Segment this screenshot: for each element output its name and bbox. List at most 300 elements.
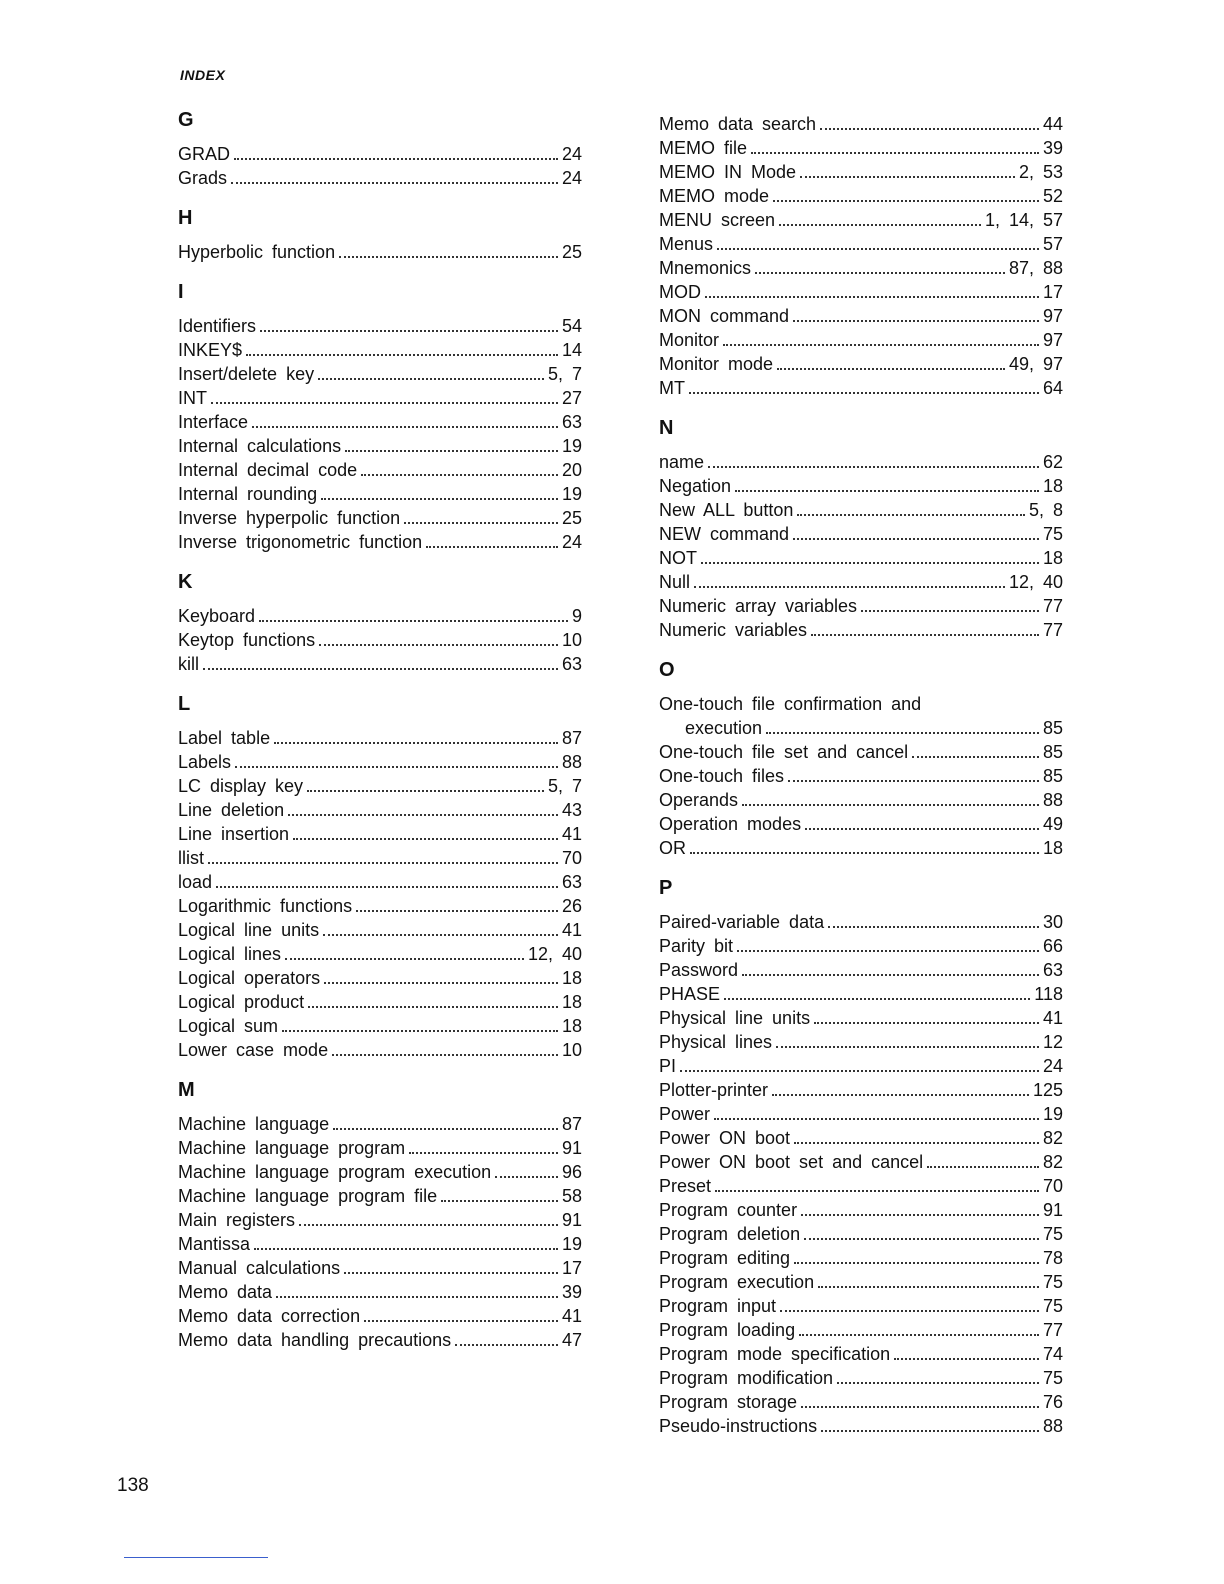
entry-page: 74: [1042, 1344, 1063, 1364]
entry-page: 75: [1042, 1296, 1063, 1316]
dot-leader: [820, 128, 1039, 130]
entry-page: 17: [1042, 282, 1063, 302]
entry-term: Machine language program execution: [178, 1162, 492, 1182]
index-entry: [178, 774, 582, 798]
dot-leader: [404, 522, 558, 524]
entry-page: 26: [561, 896, 582, 916]
dot-leader: [818, 1286, 1039, 1288]
entry-term: Power ON boot: [659, 1128, 791, 1148]
entry-page: 27: [561, 388, 582, 408]
index-entry: [659, 618, 1063, 642]
entry-term: Memo data: [178, 1282, 273, 1302]
entry-term: MEMO file: [659, 138, 748, 158]
entry-term: MEMO mode: [659, 186, 770, 206]
index-entry: [659, 1390, 1063, 1414]
dot-leader: [299, 1224, 558, 1226]
entry-page: 17: [561, 1258, 582, 1278]
index-entry: [659, 1006, 1063, 1030]
entry-page: 57: [1042, 234, 1063, 254]
entry-page: 30: [1042, 912, 1063, 932]
entry-page: 75: [1042, 1368, 1063, 1388]
dot-leader: [409, 1152, 558, 1154]
entry-term: OR: [659, 838, 686, 858]
entry-term: Manual calculations: [178, 1258, 341, 1278]
dot-leader: [805, 828, 1039, 830]
dot-leader: [777, 368, 1005, 370]
dot-leader: [717, 248, 1039, 250]
dot-leader: [927, 1166, 1039, 1168]
entry-page: 85: [1042, 718, 1063, 738]
index-entry: [178, 990, 582, 1014]
entry-page: 20: [561, 460, 582, 480]
section-letter: H: [178, 207, 193, 229]
entry-page: 63: [561, 872, 582, 892]
index-entry: [659, 450, 1063, 474]
index-entry: [178, 1280, 582, 1304]
index-entry: [178, 628, 582, 652]
entry-term: INKEY$: [178, 340, 243, 360]
dot-leader: [701, 562, 1039, 564]
entry-term: Hyperbolic function: [178, 242, 336, 262]
entry-term: Preset: [659, 1176, 712, 1196]
entry-term: Numeric variables: [659, 620, 808, 640]
entry-term: Paired-variable data: [659, 912, 825, 932]
entry-page: 24: [1042, 1056, 1063, 1076]
index-section: [178, 108, 582, 190]
index-entry: [659, 1366, 1063, 1390]
entry-term: Internal calculations: [178, 436, 342, 456]
entry-page: 41: [561, 920, 582, 940]
entry-page: 118: [1034, 984, 1063, 1004]
dot-leader: [894, 1358, 1039, 1360]
index-entry: [178, 434, 582, 458]
entry-term: One-touch file set and cancel: [659, 742, 909, 762]
entry-page: 18: [561, 992, 582, 1012]
index-entry: [178, 142, 582, 166]
entry-term: Machine language: [178, 1114, 330, 1134]
index-entry: [178, 1014, 582, 1038]
entry-term: MOD: [659, 282, 701, 302]
index-section: [178, 692, 582, 1062]
dot-leader: [307, 790, 544, 792]
entry-term: MENU screen: [659, 210, 776, 230]
index-entry: [659, 1414, 1063, 1438]
index-entry: [659, 208, 1063, 232]
entry-term: One-touch files: [659, 766, 785, 786]
index-entry: [659, 136, 1063, 160]
dot-leader: [321, 498, 558, 500]
entry-page: 41: [1042, 1008, 1063, 1028]
index-entry: [178, 604, 582, 628]
entry-page: 12: [1042, 1032, 1063, 1052]
entry-term: Logical lines: [178, 944, 282, 964]
entry-page: 49, 97: [1008, 354, 1063, 374]
index-entry: [178, 942, 582, 966]
dot-leader: [319, 644, 558, 646]
entry-page: 10: [561, 1040, 582, 1060]
dot-leader: [794, 1142, 1039, 1144]
entry-term: Logical sum: [178, 1016, 279, 1036]
entry-page: 76: [1042, 1392, 1063, 1412]
index-entry: [178, 166, 582, 190]
dot-leader: [742, 974, 1039, 976]
index-entry: [659, 352, 1063, 376]
index-entry: [659, 1318, 1063, 1342]
entry-term: Program editing: [659, 1248, 791, 1268]
entry-page: 41: [561, 1306, 582, 1326]
index-entry: [659, 764, 1063, 788]
dot-leader: [800, 176, 1015, 178]
entry-term: MT: [659, 378, 685, 398]
index-entry: [659, 232, 1063, 256]
index-entry: [659, 546, 1063, 570]
index-entry: [659, 692, 1063, 716]
dot-leader: [234, 158, 558, 160]
entry-term: NEW command: [659, 524, 790, 544]
entry-page: 1, 14, 57: [984, 210, 1063, 230]
dot-leader: [742, 804, 1039, 806]
dot-leader: [751, 152, 1039, 154]
dot-leader: [780, 1310, 1039, 1312]
entry-page: 24: [561, 532, 582, 552]
index-entry: [178, 894, 582, 918]
index-entry: [178, 1232, 582, 1256]
entry-page: 54: [561, 316, 582, 336]
entry-page: 39: [1042, 138, 1063, 158]
index-entry: [178, 846, 582, 870]
entry-page: 77: [1042, 1320, 1063, 1340]
entry-term: Internal rounding: [178, 484, 318, 504]
entry-term: kill: [178, 654, 199, 674]
dot-leader: [814, 1022, 1039, 1024]
entry-page: 52: [1042, 186, 1063, 206]
entry-term: Logical operators: [178, 968, 321, 988]
dot-leader: [308, 1006, 558, 1008]
index-entry: [659, 594, 1063, 618]
dot-leader: [797, 514, 1025, 516]
dot-leader: [779, 224, 981, 226]
dot-leader: [324, 982, 558, 984]
dot-leader: [426, 546, 558, 548]
index-entry: [178, 1256, 582, 1280]
index-section: [659, 416, 1063, 642]
dot-leader: [208, 862, 558, 864]
entry-page: 18: [1042, 838, 1063, 858]
dot-leader: [794, 1262, 1039, 1264]
dot-leader: [323, 934, 558, 936]
entry-term: Insert/delete key: [178, 364, 315, 384]
dot-leader: [861, 610, 1039, 612]
index-entry: [659, 788, 1063, 812]
entry-term: name: [659, 452, 705, 472]
entry-term: Logarithmic functions: [178, 896, 353, 916]
entry-term: Negation: [659, 476, 732, 496]
dot-leader: [690, 852, 1039, 854]
index-entry: [178, 822, 582, 846]
dot-leader: [788, 780, 1039, 782]
entry-term: New ALL button: [659, 500, 794, 520]
section-letter: P: [659, 877, 673, 899]
dot-leader: [455, 1344, 558, 1346]
entry-page: 5, 7: [547, 364, 582, 384]
entry-term: Program mode specification: [659, 1344, 891, 1364]
dot-leader: [288, 814, 558, 816]
dot-leader: [705, 296, 1039, 298]
dot-leader: [344, 1272, 558, 1274]
entry-term: Main registers: [178, 1210, 296, 1230]
dot-leader: [285, 958, 524, 960]
index-entry: [659, 1246, 1063, 1270]
entry-page: 91: [1042, 1200, 1063, 1220]
section-letter: O: [659, 659, 675, 681]
entry-term: Inverse hyperpolic function: [178, 508, 401, 528]
entry-page: 88: [1042, 790, 1063, 810]
index-entry: [659, 1054, 1063, 1078]
index-entry: [178, 240, 582, 264]
section-letter: K: [178, 571, 193, 593]
entry-page: 25: [561, 242, 582, 262]
entry-page: 77: [1042, 596, 1063, 616]
entry-page: 5, 7: [547, 776, 582, 796]
index-entry: [659, 376, 1063, 400]
entry-page: 82: [1042, 1128, 1063, 1148]
dot-leader: [276, 1296, 558, 1298]
entry-term: Program deletion: [659, 1224, 801, 1244]
entry-page: 63: [561, 654, 582, 674]
index-entry: [659, 836, 1063, 860]
index-header: INDEX: [180, 67, 226, 83]
index-entry: [659, 1294, 1063, 1318]
dot-leader: [715, 1190, 1039, 1192]
index-entry: [178, 482, 582, 506]
dot-leader: [801, 1214, 1039, 1216]
dot-leader: [293, 838, 558, 840]
dot-leader: [231, 182, 558, 184]
dot-leader: [495, 1176, 558, 1178]
index-entry: [659, 570, 1063, 594]
page-number: 138: [117, 1475, 149, 1496]
dot-leader: [339, 256, 558, 258]
entry-term: Lower case mode: [178, 1040, 329, 1060]
entry-term: Keytop functions: [178, 630, 316, 650]
index-column-right: [659, 112, 1063, 1454]
entry-page: 87, 88: [1008, 258, 1063, 278]
index-entry: [178, 1208, 582, 1232]
entry-term: Power: [659, 1104, 711, 1124]
dot-leader: [332, 1054, 558, 1056]
dot-leader: [723, 344, 1039, 346]
entry-page: 9: [571, 606, 582, 626]
entry-term: Physical lines: [659, 1032, 773, 1052]
index-entry: [659, 160, 1063, 184]
dot-leader: [773, 200, 1039, 202]
entry-term: GRAD: [178, 144, 231, 164]
index-section: [659, 876, 1063, 1438]
index-entry: [659, 934, 1063, 958]
index-entry: [659, 184, 1063, 208]
entry-page: 75: [1042, 1224, 1063, 1244]
entry-term: PI: [659, 1056, 677, 1076]
dot-leader: [235, 766, 558, 768]
entry-page: 62: [1042, 452, 1063, 472]
dot-leader: [755, 272, 1005, 274]
index-entry: [659, 812, 1063, 836]
entry-page: 63: [561, 412, 582, 432]
entry-term: LC display key: [178, 776, 304, 796]
entry-page: 97: [1042, 330, 1063, 350]
entry-term: Inverse trigonometric function: [178, 532, 423, 552]
dot-leader: [724, 998, 1030, 1000]
entry-page: 82: [1042, 1152, 1063, 1172]
dot-leader: [318, 378, 544, 380]
entry-term: Identifiers: [178, 316, 257, 336]
entry-page: 41: [561, 824, 582, 844]
index-entry: [178, 1136, 582, 1160]
index-entry: [659, 474, 1063, 498]
entry-term: INT: [178, 388, 207, 408]
index-entry: [659, 958, 1063, 982]
entry-term: Physical line units: [659, 1008, 811, 1028]
entry-term: Program counter: [659, 1200, 798, 1220]
index-entry: [659, 910, 1063, 934]
entry-page: 18: [561, 1016, 582, 1036]
dot-leader: [252, 426, 558, 428]
entry-page: 91: [561, 1210, 582, 1230]
entry-page: 49: [1042, 814, 1063, 834]
dot-leader: [274, 742, 558, 744]
entry-page: 25: [561, 508, 582, 528]
entry-term: Program modification: [659, 1368, 834, 1388]
index-entry: [178, 966, 582, 990]
section-letter: G: [178, 109, 194, 131]
entry-page: 96: [561, 1162, 582, 1182]
entry-page: 88: [1042, 1416, 1063, 1436]
index-entry: [659, 716, 1063, 740]
entry-term: Memo data search: [659, 114, 817, 134]
entry-term: One-touch file confirmation and: [659, 694, 922, 714]
dot-leader: [361, 474, 558, 476]
index-entry: [178, 1160, 582, 1184]
entry-page: 19: [561, 436, 582, 456]
dot-leader: [345, 450, 558, 452]
index-entry: [178, 870, 582, 894]
index-entry: [659, 1222, 1063, 1246]
entry-term: MEMO IN Mode: [659, 162, 797, 182]
index-entry: [178, 530, 582, 554]
entry-page: 2, 53: [1018, 162, 1063, 182]
entry-page: 14: [561, 340, 582, 360]
entry-term: Menus: [659, 234, 714, 254]
dot-leader: [333, 1128, 558, 1130]
index-section: [178, 280, 582, 554]
index-section: [178, 1078, 582, 1352]
entry-term: Machine language program file: [178, 1186, 438, 1206]
index-entry: [659, 740, 1063, 764]
index-section: [659, 112, 1063, 400]
index-entry: [659, 1102, 1063, 1126]
entry-page: 64: [1042, 378, 1063, 398]
dot-leader: [793, 538, 1039, 540]
entry-term: Machine language program: [178, 1138, 406, 1158]
index-entry: [659, 256, 1063, 280]
dot-leader: [735, 490, 1039, 492]
entry-term: Memo data correction: [178, 1306, 361, 1326]
entry-term: Plotter-printer: [659, 1080, 769, 1100]
index-entry: [659, 328, 1063, 352]
entry-term: Null: [659, 572, 691, 592]
index-entry: [659, 1270, 1063, 1294]
entry-term: Pseudo-instructions: [659, 1416, 818, 1436]
index-entry: [659, 1198, 1063, 1222]
index-entry: [178, 458, 582, 482]
entry-term: Operands: [659, 790, 739, 810]
entry-term: Interface: [178, 412, 249, 432]
index-entry: [178, 386, 582, 410]
entry-page: 125: [1032, 1080, 1063, 1100]
index-entry: [659, 1078, 1063, 1102]
index-entry: [659, 1174, 1063, 1198]
entry-term: Mnemonics: [659, 258, 752, 278]
entry-page: 18: [1042, 476, 1063, 496]
entry-term: Label table: [178, 728, 271, 748]
entry-page: 12, 40: [1008, 572, 1063, 592]
entry-term: Line insertion: [178, 824, 290, 844]
dot-leader: [801, 1406, 1039, 1408]
dot-leader: [246, 354, 558, 356]
entry-page: 12, 40: [527, 944, 582, 964]
section-letter: N: [659, 417, 674, 439]
index-entry: [178, 798, 582, 822]
entry-page: 91: [561, 1138, 582, 1158]
entry-page: 85: [1042, 742, 1063, 762]
entry-term: Numeric array variables: [659, 596, 858, 616]
entry-term: Program loading: [659, 1320, 796, 1340]
entry-term: MON command: [659, 306, 790, 326]
entry-page: 10: [561, 630, 582, 650]
dot-leader: [804, 1238, 1039, 1240]
entry-term: Monitor mode: [659, 354, 774, 374]
index-entry: [178, 750, 582, 774]
index-entry: [178, 918, 582, 942]
entry-term: Mantissa: [178, 1234, 251, 1254]
dot-leader: [708, 466, 1039, 468]
entry-page: 87: [561, 1114, 582, 1134]
entry-term: Labels: [178, 752, 232, 772]
entry-term: PHASE: [659, 984, 721, 1004]
entry-page: 70: [561, 848, 582, 868]
dot-leader: [689, 392, 1039, 394]
entry-page: 97: [1042, 306, 1063, 326]
index-entry: [178, 1112, 582, 1136]
entry-term: Memo data handling precautions: [178, 1330, 452, 1350]
section-letter: L: [178, 693, 191, 715]
entry-term: Line deletion: [178, 800, 285, 820]
section-letter: M: [178, 1079, 195, 1101]
dot-leader: [799, 1334, 1039, 1336]
dot-leader: [912, 756, 1039, 758]
index-entry: [178, 410, 582, 434]
dot-leader: [766, 732, 1039, 734]
entry-term: Operation modes: [659, 814, 802, 834]
entry-term: Program execution: [659, 1272, 815, 1292]
index-section: [178, 570, 582, 676]
entry-page: 47: [561, 1330, 582, 1350]
entry-term: llist: [178, 848, 204, 868]
footer-rule: [124, 1557, 268, 1558]
entry-page: 44: [1042, 114, 1063, 134]
index-entry: [178, 1184, 582, 1208]
dot-leader: [680, 1070, 1039, 1072]
